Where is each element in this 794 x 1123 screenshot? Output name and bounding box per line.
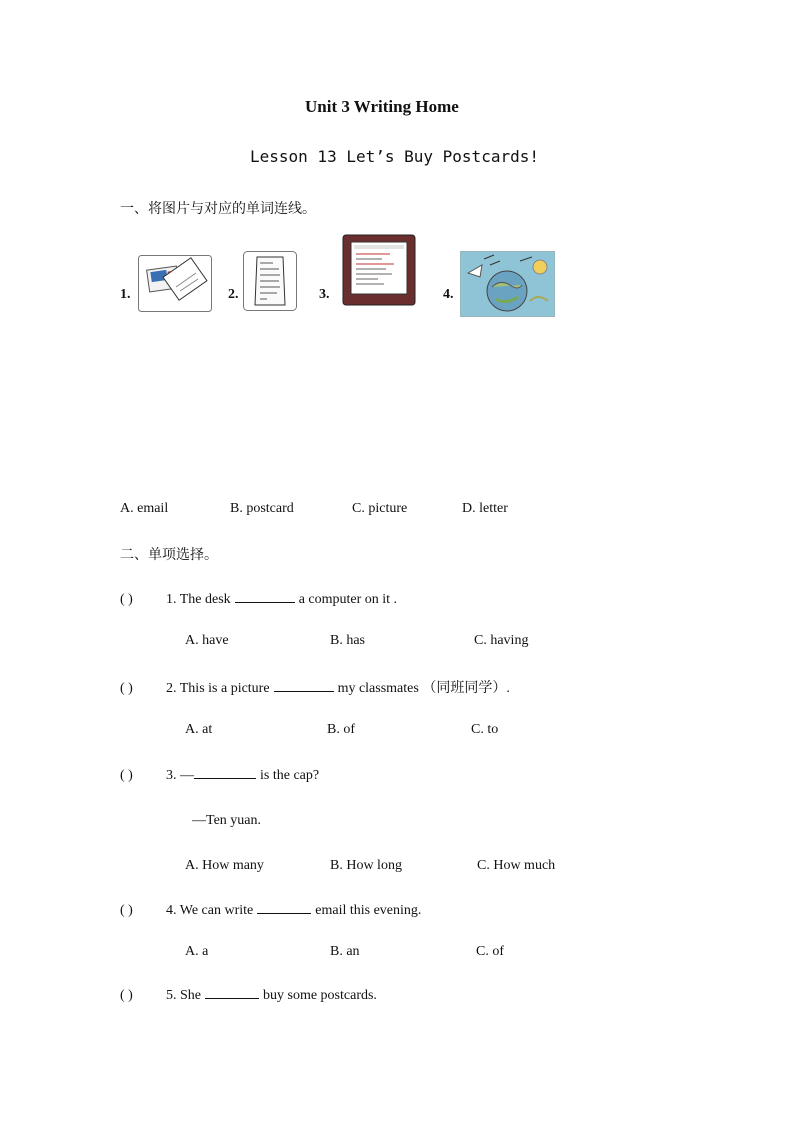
question-text-post: email this evening. [315,903,422,918]
question-text-pre: 4. We can write [166,903,254,918]
question-text-post: buy some postcards. [263,988,377,1003]
option[interactable]: B. an [330,944,360,959]
section1-heading: 一、将图片与对应的单词连线。 [120,201,316,217]
word-option: C. picture [352,501,408,516]
email-monitor-icon [342,234,416,306]
option[interactable]: A. at [185,722,213,737]
question-text-post: a computer on it . [298,592,398,607]
question-4 [120,901,421,919]
question-text-pre: 3. — [166,768,194,783]
postcard-icon [138,255,212,312]
option[interactable]: A. a [185,944,209,959]
question-text-pre: 2. This is a picture [166,681,270,696]
answer-paren[interactable]: ( ) [120,903,133,918]
item-number: 3. [319,287,330,302]
question-text-pre: 5. She [166,988,201,1003]
answer-paren[interactable]: ( ) [120,681,133,696]
option[interactable]: A. have [185,633,229,648]
item-number: 4. [443,287,454,302]
option[interactable]: C. having [474,633,529,648]
dialogue-answer: —Ten yuan. [192,813,262,828]
answer-paren[interactable]: ( ) [120,592,133,607]
answer-blank[interactable] [205,986,259,999]
option[interactable]: C. of [476,944,504,959]
lesson-title: Lesson 13 Let’s Buy Postcards! [250,147,539,166]
unit-title: Unit 3 Writing Home [305,97,459,116]
answer-blank[interactable] [194,766,256,779]
question-5 [120,986,377,1004]
answer-blank[interactable] [235,590,295,603]
option[interactable]: B. How long [330,858,402,873]
question-1 [120,590,397,608]
option[interactable]: C. How much [477,858,556,873]
answer-paren[interactable]: ( ) [120,768,133,783]
letter-icon [243,251,297,311]
answer-blank[interactable] [257,901,311,914]
answer-paren[interactable]: ( ) [120,988,133,1003]
item-number: 2. [228,287,239,302]
question-2 [120,677,510,697]
item-number: 1. [120,287,131,302]
section2-heading: 二、单项选择。 [120,547,218,563]
option[interactable]: B. of [327,722,355,737]
word-option: A. email [120,501,169,516]
question-text-post: is the cap? [260,768,320,783]
option[interactable]: A. How many [185,858,264,873]
question-3 [120,766,319,784]
question-text-pre: 1. The desk [166,592,231,607]
answer-blank[interactable] [274,679,334,692]
picture-drawing-icon [460,251,555,317]
question-text-post: my classmates （同班同学）. [337,681,510,696]
option[interactable]: B. has [330,633,365,648]
option[interactable]: C. to [471,722,499,737]
word-option: B. postcard [230,501,294,516]
word-option: D. letter [462,501,508,516]
